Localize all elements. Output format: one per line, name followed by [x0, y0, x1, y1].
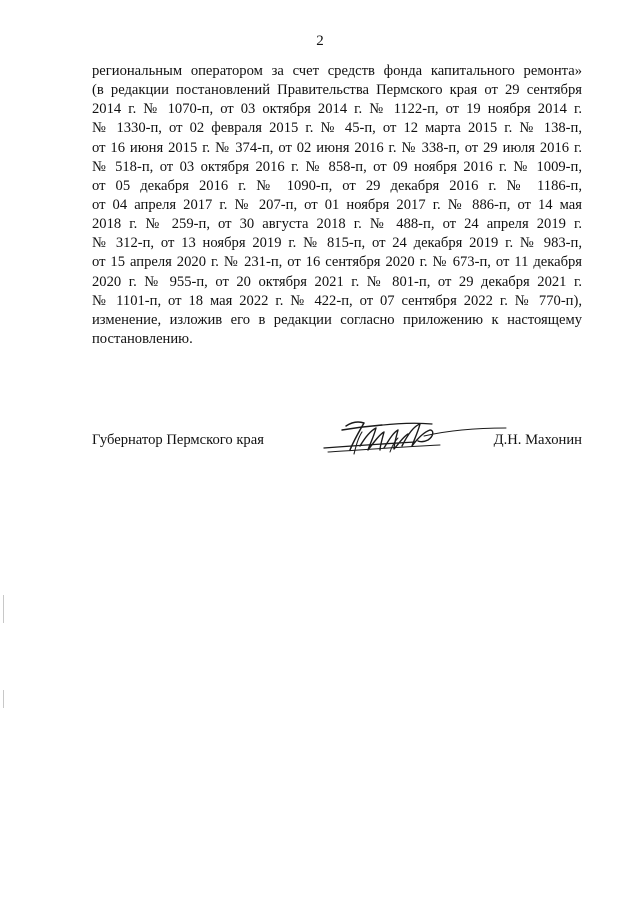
text-line: 2018 г. № 259-п, от 30 августа 2018 г. № 488-п, от 24 апреля 2019 г. — [92, 216, 582, 233]
body-paragraph — [92, 62, 582, 349]
text-line: № 1330-п, от 02 февраля 2015 г. № 45-п, от 12 марта 2015 г. № 138-п, — [92, 120, 582, 137]
scan-edge-mark — [3, 595, 4, 623]
text-line: региональным оператором за счет средств фонда капитального ремонта» — [92, 63, 582, 79]
scan-edge-mark — [3, 690, 4, 708]
text-line: № 518-п, от 03 октября 2016 г. № 858-п, от 09 ноября 2016 г. № 1009-п, — [92, 158, 582, 175]
signature-block — [92, 430, 582, 470]
text-line: № 312-п, от 13 ноября 2019 г. № 815-п, от 24 декабря 2019 г. № 983-п, — [92, 235, 582, 252]
text-line: 2014 г. № 1070-п, от 03 октября 2014 г. № 1122-п, от 19 ноября 2014 г. — [92, 101, 582, 118]
text-line: от 05 декабря 2016 г. № 1090-п, от 29 декабря 2016 г. № 1186-п, — [92, 177, 582, 194]
handwritten-signature — [320, 416, 510, 460]
text-line: № 1101-п, от 18 мая 2022 г. № 422-п, от 07 сентября 2022 г. № 770-п), — [92, 292, 582, 309]
text-line: (в редакции постановлений Правительства Пермского края от 29 сентября — [92, 82, 582, 99]
text-line: от 04 апреля 2017 г. № 207-п, от 01 ноября 2017 г. № 886-п, от 14 мая — [92, 196, 582, 213]
text-line: 2020 г. № 955-п, от 20 октября 2021 г. № 801-п, от 29 декабря 2021 г. — [92, 273, 582, 290]
signer-name: Д.Н. Махонин — [493, 432, 582, 448]
page-number: 2 — [316, 33, 324, 49]
signer-title: Губернатор Пермского края — [92, 432, 264, 448]
text-line: от 16 июня 2015 г. № 374-п, от 02 июня 2016 г. № 338-п, от 29 июля 2016 г. — [92, 139, 582, 156]
text-line: изменение, изложив его в редакции согласно приложению к настоящему — [92, 311, 582, 328]
text-line: от 15 апреля 2020 г. № 231-п, от 16 сентября 2020 г. № 673-п, от 11 декабря — [92, 254, 582, 271]
text-line: постановлению. — [92, 330, 193, 347]
